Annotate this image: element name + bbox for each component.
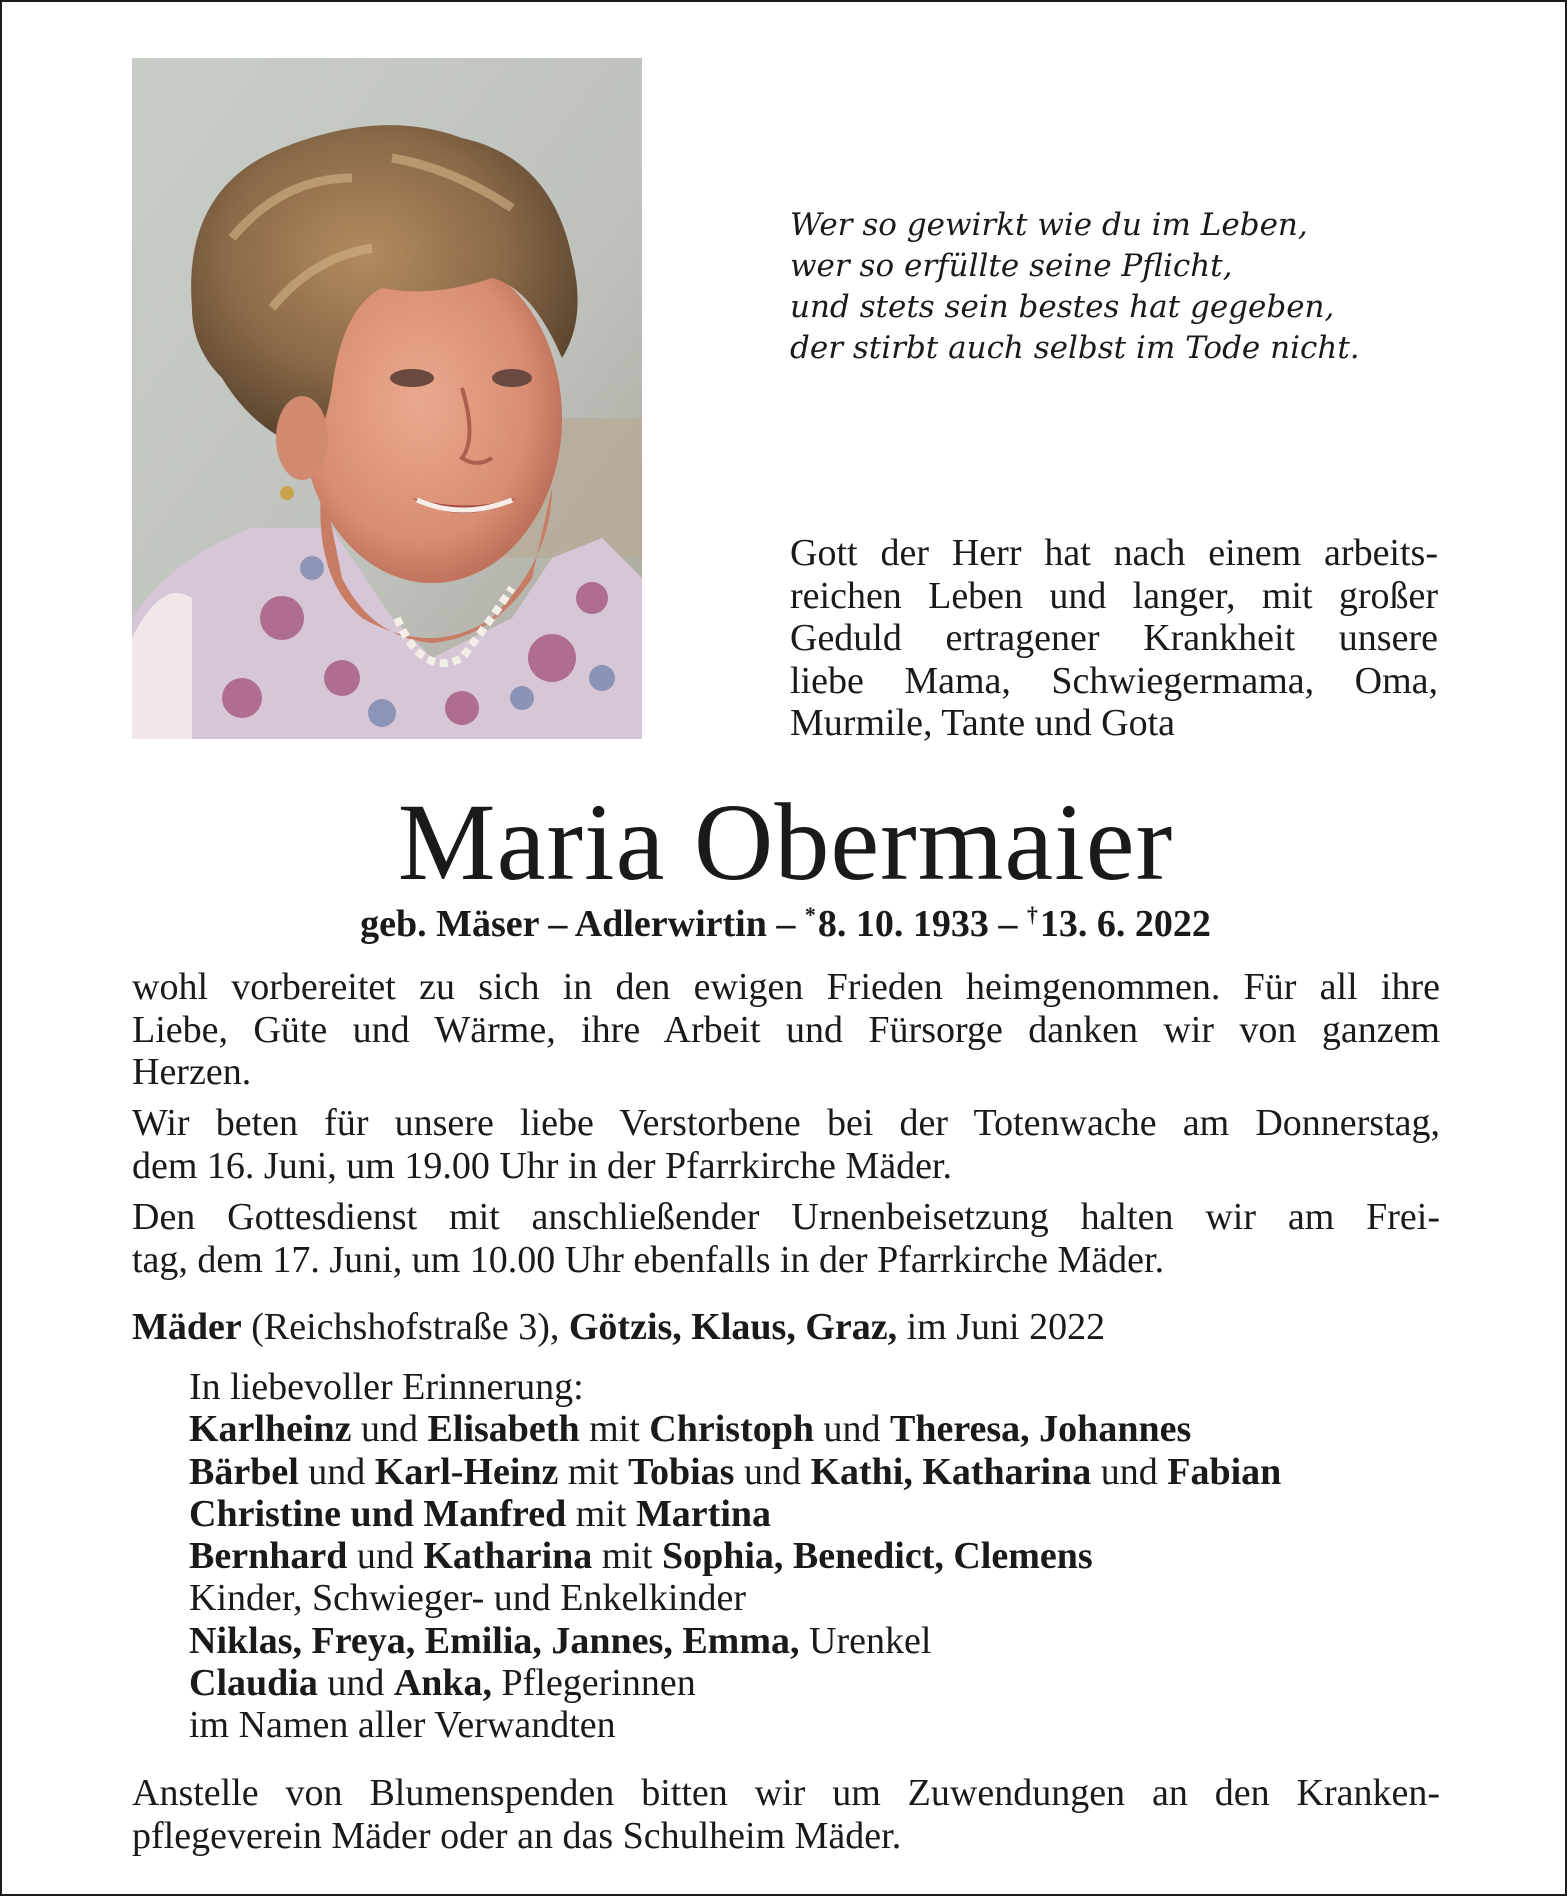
mourner-connector: Kinder, Schwieger- und Enkelkinder [189, 1577, 746, 1620]
maiden-name: geb. Mäser [360, 903, 539, 945]
mourner-line [189, 1493, 1439, 1535]
mourner-name: Elisabeth [427, 1408, 580, 1451]
date-line: im Juni 2022 [906, 1306, 1106, 1348]
mourner-name: Fabian [1167, 1450, 1282, 1493]
paragraph-line: pflegeverein Mäder oder an das Schulheim Mäder. [132, 1814, 902, 1857]
deceased-name: Maria Obermaier [397, 781, 1174, 903]
paragraph-line: Den Gottesdienst mit anschließender Urnenbeisetzung halten wir am Frei- [132, 1196, 1440, 1238]
intro-line: Gott der Herr hat nach einem arbeits- [790, 532, 1438, 574]
deceased-details [2, 891, 1567, 948]
mourner-lines [189, 1408, 1439, 1746]
mourner-name: Christoph [649, 1408, 814, 1451]
mourner-line [189, 1451, 1439, 1493]
mourner-connector: und [351, 1408, 428, 1451]
mourner-line [189, 1704, 1439, 1746]
paragraph-line: Herzen. [132, 1051, 252, 1093]
separator: – [548, 903, 568, 945]
mourner-name: Claudia [189, 1662, 318, 1705]
place-and-date [132, 1304, 1440, 1350]
mourner-line [189, 1577, 1439, 1619]
mourner-name: Bernhard [189, 1535, 348, 1578]
address: (Reichshofstraße 3), [251, 1306, 560, 1348]
poem-line: und stets sein bestes hat gegeben, [790, 289, 1335, 325]
intro-line: liebe Mama, Schwiegermama, Oma, [790, 659, 1438, 702]
paragraph-farewell [132, 966, 1440, 1094]
birth-symbol: * [804, 902, 816, 927]
mourner-name: Sophia, Benedict, Clemens [661, 1535, 1093, 1578]
mourner-line [189, 1535, 1439, 1577]
mourner-name: Christine und Manfred [189, 1492, 567, 1535]
death-symbol: † [1026, 902, 1038, 927]
mourner-name: Kathi, Katharina [810, 1450, 1092, 1493]
death-date: 13. 6. 2022 [1039, 903, 1211, 945]
mourner-name: Karlheinz [189, 1408, 352, 1451]
poem-line: der stirbt auch selbst im Tode nicht. [790, 330, 1360, 366]
mourner-line [189, 1620, 1439, 1662]
other-towns: Götzis, Klaus, Graz, [568, 1306, 898, 1348]
paragraph-line: wohl vorbereitet zu sich in den ewigen Frieden heimgenommen. Für all ihre [132, 966, 1440, 1008]
intro-line: reichen Leben und langer, mit großer [790, 574, 1438, 617]
mourner-name: Bärbel [189, 1450, 299, 1493]
mourner-connector: und [298, 1450, 375, 1493]
paragraph-service [132, 1196, 1440, 1281]
intro-line: Geduld ertragener Krankheit unsere [790, 617, 1438, 659]
mourner-connector: Urenkel [799, 1619, 932, 1662]
occupation-title: Adlerwirtin [574, 903, 767, 945]
portrait-image [132, 58, 642, 739]
birth-date: 8. 10. 1933 [817, 903, 989, 945]
donation-request [132, 1772, 1440, 1857]
mourner-connector: mit [592, 1535, 662, 1578]
mourner-name: Karl-Heinz [374, 1450, 559, 1493]
mourner-connector: und [347, 1535, 424, 1578]
poem-line: wer so erfüllte seine Pflicht, [790, 248, 1233, 284]
mourners-heading: In liebevoller Erinnerung: [189, 1366, 584, 1408]
town-name: Mäder [132, 1306, 242, 1348]
mourners-list [189, 1366, 1439, 1747]
mourner-connector: mit [566, 1492, 636, 1535]
mourner-connector: und [317, 1662, 394, 1705]
mourner-connector: und [734, 1450, 811, 1493]
intro-line: Murmile, Tante und Gota [790, 702, 1176, 744]
paragraph-line: Anstelle von Blumenspenden bitten wir um Zuwendungen an den Kranken- [132, 1772, 1440, 1814]
paragraph-line: tag, dem 17. Juni, um 10.00 Uhr ebenfalls in der Pfarrkirche Mäder. [132, 1238, 1165, 1281]
mourner-line [189, 1408, 1439, 1450]
separator: – [776, 903, 796, 945]
intro-paragraph [790, 532, 1438, 745]
mourner-name: Martina [635, 1492, 772, 1535]
mourner-name: Anka, [393, 1662, 493, 1705]
mourner-name: Theresa, Johannes [890, 1408, 1192, 1451]
paragraph-line: Wir beten für unsere liebe Verstorbene bei der Totenwache am Donnerstag, [132, 1102, 1440, 1144]
separator: – [998, 903, 1018, 945]
paragraph-vigil [132, 1102, 1440, 1187]
poem-line: Wer so gewirkt wie du im Leben, [790, 207, 1308, 243]
mourner-connector: Pflegerinnen [492, 1662, 696, 1705]
mourner-name: Tobias [628, 1450, 735, 1493]
paragraph-line: dem 16. Juni, um 19.00 Uhr in der Pfarrkirche Mäder. [132, 1144, 952, 1187]
mourner-line [189, 1662, 1439, 1704]
portrait-photo [132, 58, 642, 739]
mourner-connector: und [1091, 1450, 1168, 1493]
memorial-poem [790, 205, 1430, 369]
mourner-name: Niklas, Freya, Emilia, Jannes, Emma, [189, 1619, 800, 1662]
mourner-connector: mit [579, 1408, 650, 1451]
mourner-name: Katharina [423, 1535, 593, 1578]
paragraph-line: Liebe, Güte und Wärme, ihre Arbeit und Fürsorge danken wir von ganzem [132, 1008, 1440, 1051]
mourner-connector: mit [558, 1450, 629, 1493]
mourner-connector: im Namen aller Verwandten [189, 1704, 616, 1747]
mourner-connector: und [814, 1408, 890, 1451]
